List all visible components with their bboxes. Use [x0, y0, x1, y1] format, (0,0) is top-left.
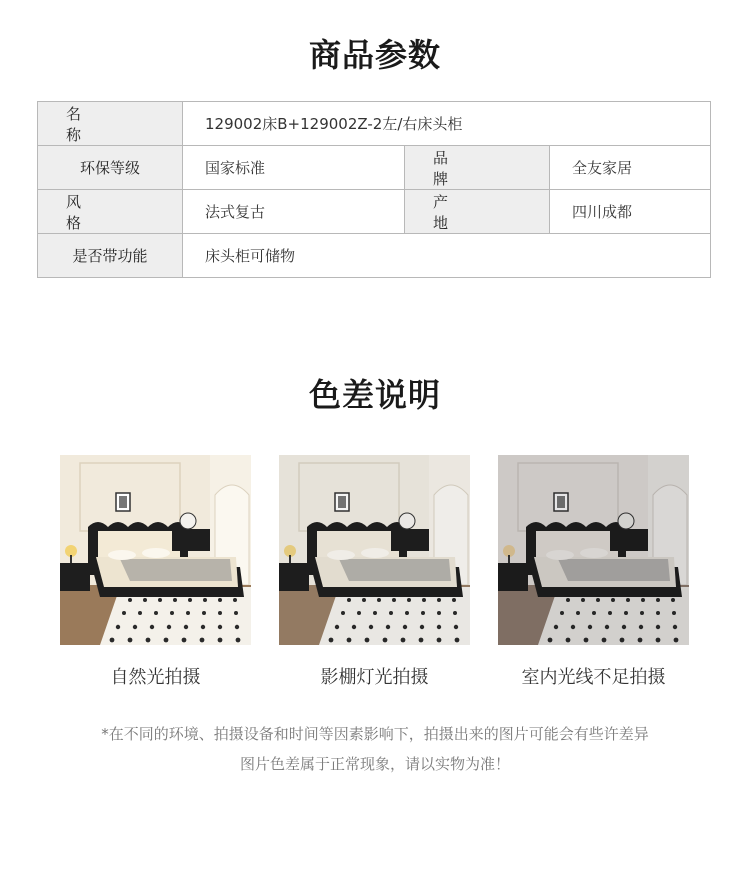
value-function: 床头柜可储物 [183, 234, 710, 277]
label-function: 是否带功能 [38, 234, 183, 277]
label-name: 名 称 [38, 102, 183, 145]
caption-low-light: 室内光线不足拍摄 [521, 667, 666, 688]
table-row [38, 234, 710, 277]
bedroom-photo-low-light [498, 455, 689, 645]
color-diff-title: 色差说明 [308, 376, 441, 414]
label-brand: 品 牌 [405, 146, 550, 189]
table-row [38, 102, 710, 146]
params-title: 商品参数 [308, 36, 441, 74]
value-brand: 全友家居 [550, 146, 710, 189]
disclaimer-line-2: 图片色差属于正常现象，请以实物为准！ [239, 755, 510, 773]
disclaimer-line-1: *在不同的环境、拍摄设备和时间等因素影响下，拍摄出来的图片可能会有些许差异 [101, 725, 649, 743]
caption-natural-light: 自然光拍摄 [110, 667, 201, 688]
value-name: 129002床B+129002Z-2左/右床头柜 [183, 102, 710, 145]
bedroom-photo-natural-light [60, 455, 251, 645]
table-row [38, 146, 710, 190]
label-style: 风 格 [38, 190, 183, 233]
caption-studio-light: 影棚灯光拍摄 [320, 667, 429, 688]
bedroom-photo-studio-light [279, 455, 470, 645]
value-style: 法式复古 [183, 190, 405, 233]
label-origin: 产 地 [405, 190, 550, 233]
params-table [37, 101, 711, 278]
label-eco-grade: 环保等级 [38, 146, 183, 189]
value-eco-grade: 国家标准 [183, 146, 405, 189]
table-row [38, 190, 710, 234]
value-origin: 四川成都 [550, 190, 710, 233]
